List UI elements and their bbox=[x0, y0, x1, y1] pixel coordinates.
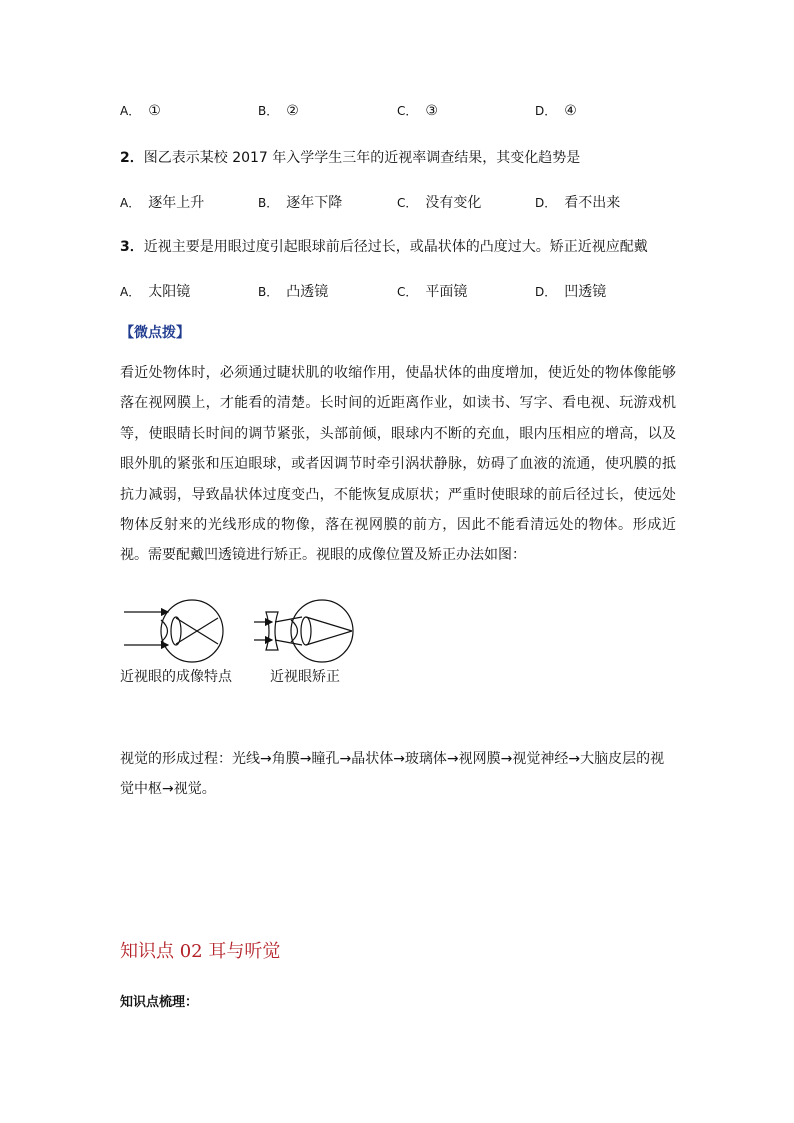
visual-process: 视觉的形成过程：光线→角膜→瞳孔→晶状体→玻璃体→视网膜→视觉神经→大脑皮层的视觉中枢→视觉。 bbox=[120, 751, 665, 798]
section-subtitle: 知识点梳理： bbox=[120, 995, 199, 1010]
q2-option-d[interactable]: D． 看不出来 bbox=[535, 195, 621, 211]
q3-option-a[interactable]: A． 太阳镜 bbox=[120, 284, 191, 300]
q2-option-c[interactable]: C． 没有变化 bbox=[397, 195, 482, 211]
question-2-text: 图乙表示某校 2017 年入学学生三年的近视率调查结果，其变化趋势是 bbox=[143, 150, 581, 166]
q3-option-c[interactable]: C． 平面镜 bbox=[397, 284, 468, 300]
q1-option-c[interactable]: C． ③ bbox=[397, 103, 438, 119]
tip-paragraph: 看近处物体时，必须通过睫状肌的收缩作用，使晶状体的曲度增加，使近处的物体像能够落在视网膜上，才能看的清楚。长时间的近距离作业，如读书、写字、看电视、玩游戏机等，使眼睛长时间的调节紧张，头部前倾，眼球内不断的充血，眼内压相应的增高，以及眼外肌的紧张和压迫眼球，或者因调节时牵引涡状静脉，妨碍了血液的流通，使巩膜的抵抗力减弱，导致晶状体过度变凸，不能恢复成原状；严重时使眼球的前后径过长，使远处物体反射来的光线形成的物像，落在视网膜的前方，因此不能看清远处的物体。形成近视。需要配戴凹透镜进行矫正。视眼的成像位置及矫正办法如图： bbox=[120, 365, 676, 564]
q2-options bbox=[120, 192, 680, 212]
q2-option-b[interactable]: B． 逐年下降 bbox=[258, 195, 343, 211]
figure-caption-myopia: 近视眼的成像特点 bbox=[120, 669, 232, 685]
section-title: 知识点 02 耳与听觉 bbox=[120, 941, 281, 962]
question-3 bbox=[120, 236, 648, 256]
question-3-text: 近视主要是用眼过度引起眼球前后径过长，或晶状体的凸度过大。矫正近视应配戴 bbox=[143, 239, 648, 255]
myopic-eye-figure bbox=[124, 600, 223, 662]
q3-option-b[interactable]: B． 凸透镜 bbox=[258, 284, 329, 300]
question-2 bbox=[120, 147, 580, 167]
q3-options bbox=[120, 281, 680, 301]
q1-option-b[interactable]: B． ② bbox=[258, 103, 299, 119]
q1-option-a[interactable]: A． ① bbox=[120, 103, 161, 119]
tip-label: 【微点拨】 bbox=[120, 325, 190, 341]
corrected-eye-figure bbox=[254, 600, 353, 662]
q3-option-d[interactable]: D． 凹透镜 bbox=[535, 284, 607, 300]
question-2-number: 2． bbox=[120, 150, 144, 166]
question-3-number: 3． bbox=[120, 239, 144, 255]
figure-caption-correction: 近视眼矫正 bbox=[270, 669, 340, 685]
q1-option-d[interactable]: D． ④ bbox=[535, 103, 577, 119]
q1-options bbox=[120, 102, 680, 122]
q2-option-a[interactable]: A． 逐年上升 bbox=[120, 195, 205, 211]
